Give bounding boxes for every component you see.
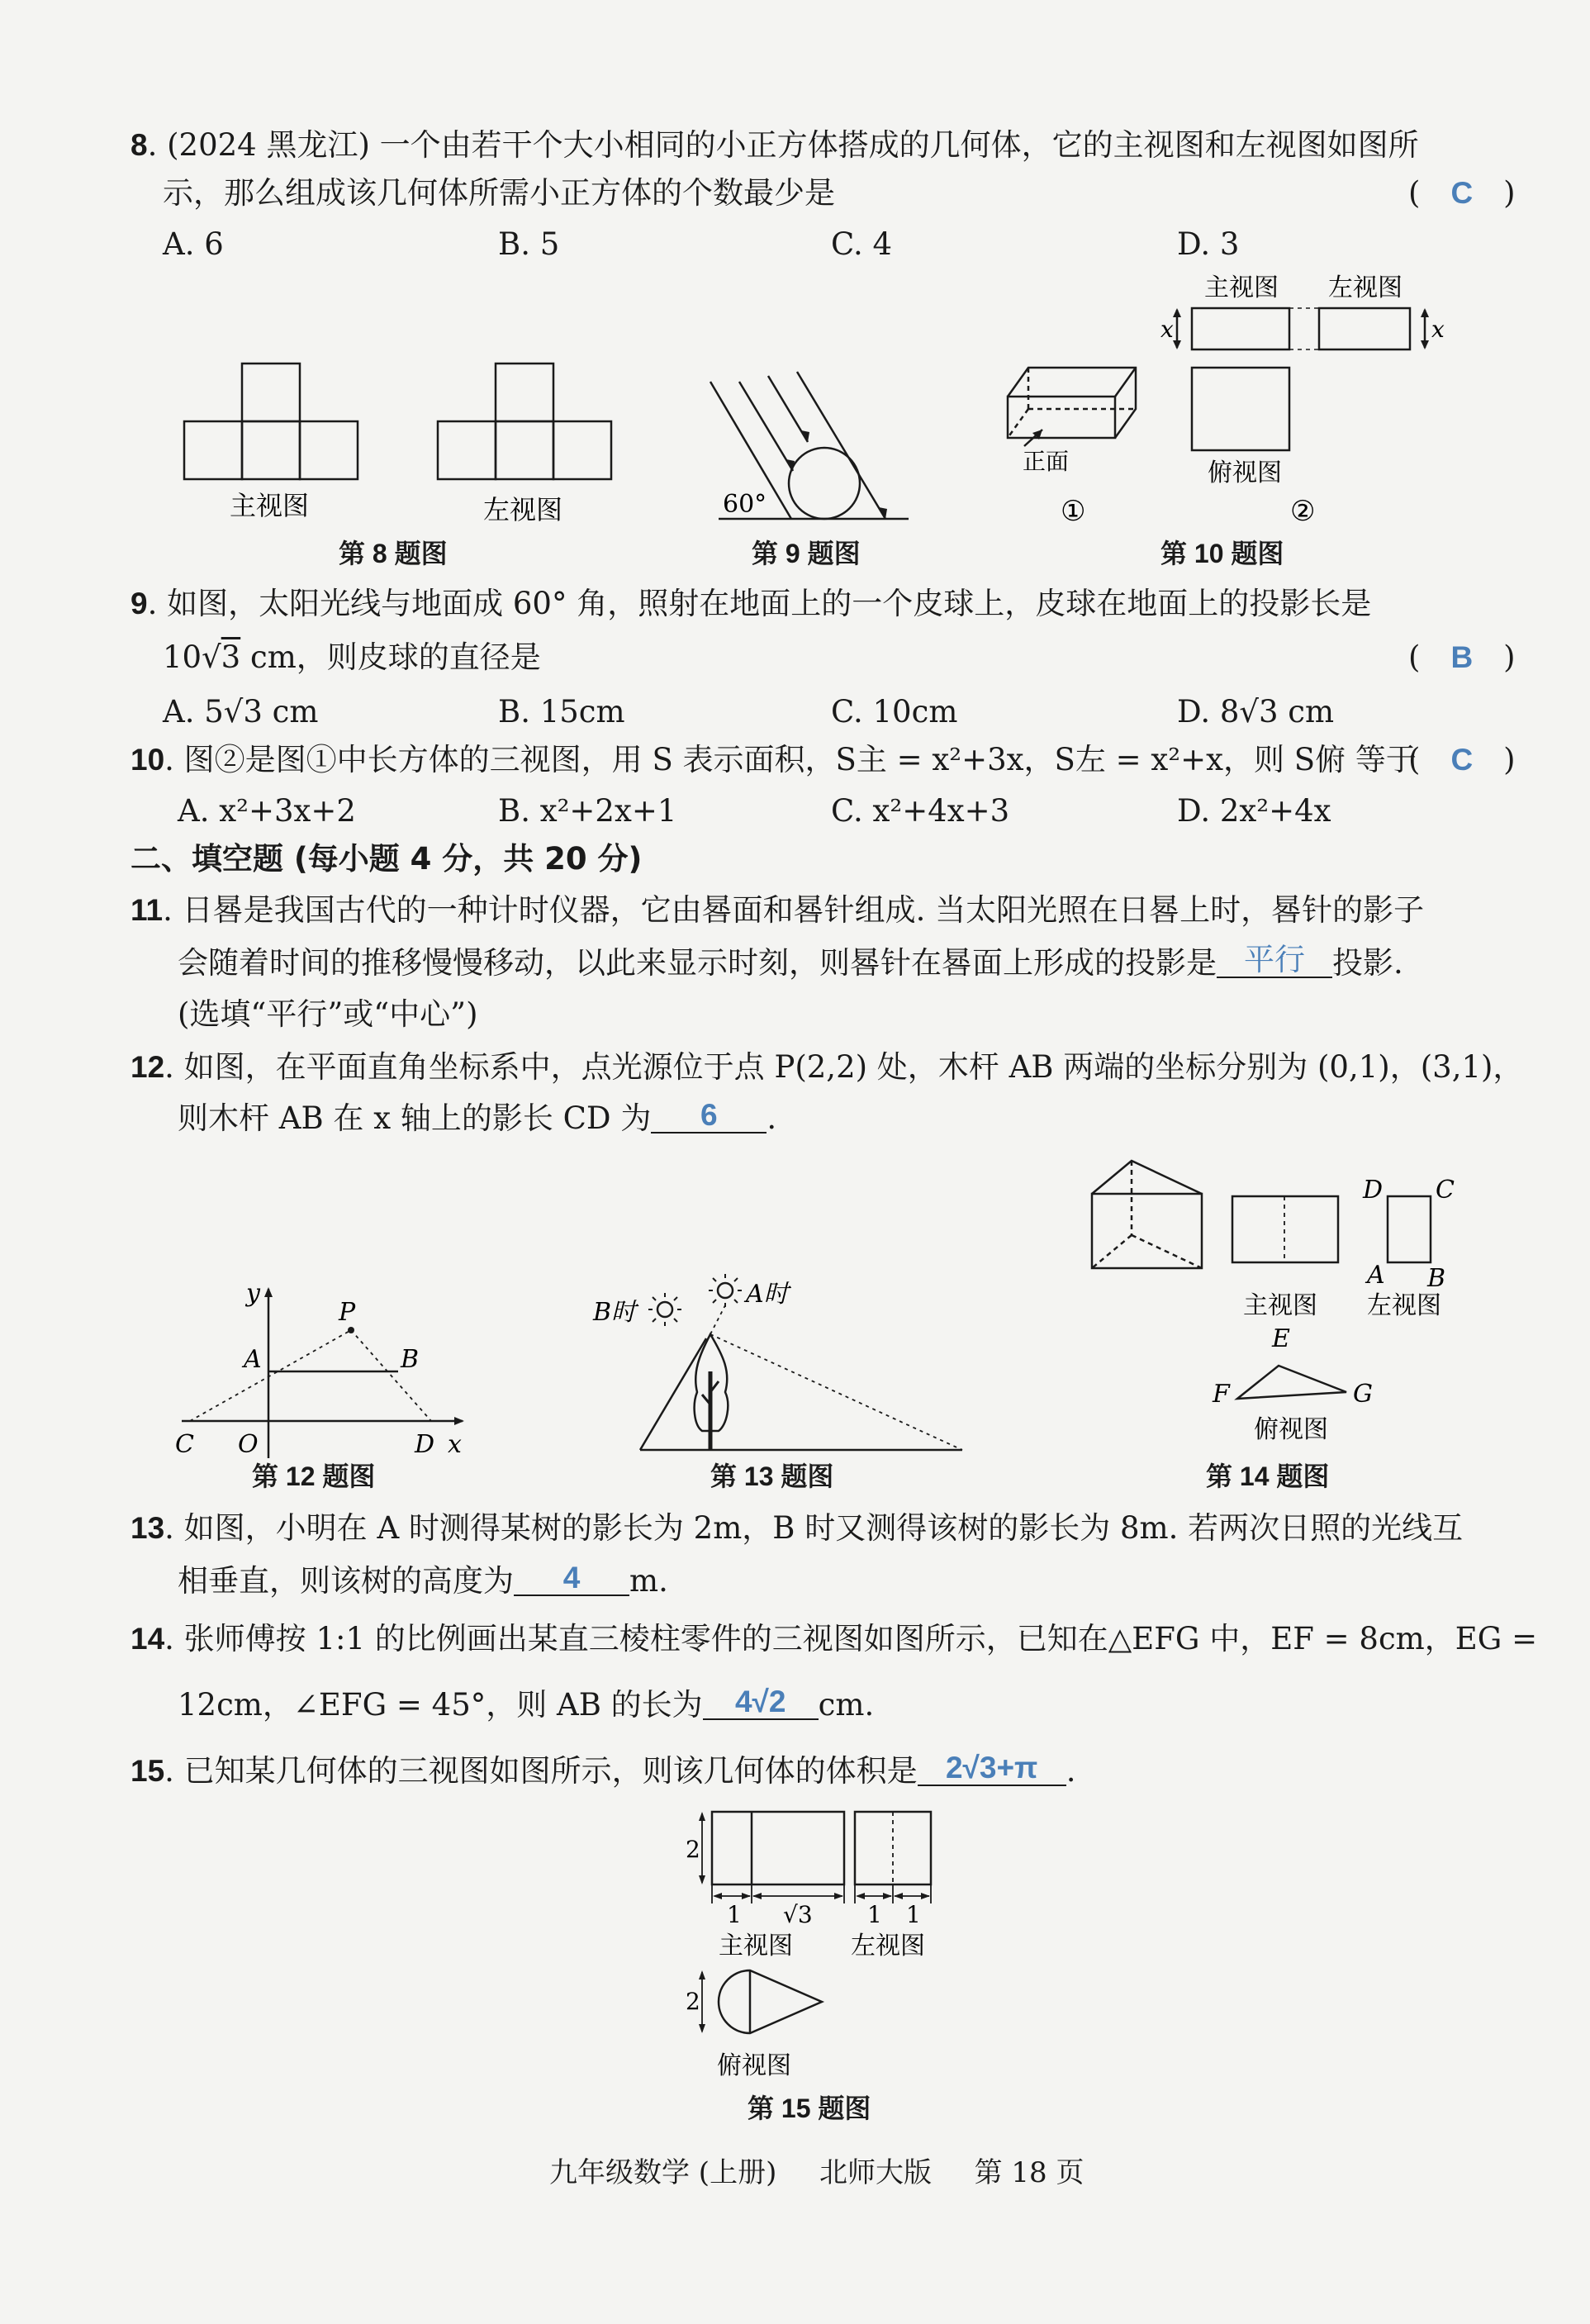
figure-12-caption: 第 12 题图 xyxy=(252,1461,376,1491)
label-front-face: 正面 xyxy=(1023,448,1070,475)
dim-left-1b: 1 xyxy=(906,1901,921,1928)
dim-width-1: 1 xyxy=(727,1901,742,1928)
answer-blank xyxy=(703,1685,819,1720)
point-d-label: D xyxy=(415,1430,435,1459)
point-a-label: A xyxy=(1367,1261,1385,1290)
origin-label: O xyxy=(238,1430,259,1459)
figure-10 xyxy=(991,264,1454,537)
question-number: 13 xyxy=(131,1511,165,1545)
question-text: . xyxy=(1066,1753,1076,1789)
var-x-left: x xyxy=(1160,316,1174,343)
question-11-line2 xyxy=(178,943,1403,983)
label-front-view: 主视图 xyxy=(1243,1291,1317,1320)
question-text: . 已知某几何体的三视图如图所示，则该几何体的体积是 xyxy=(164,1753,918,1789)
footer-grade: 九年级数学 (上册) xyxy=(549,2156,777,2189)
option-c: C. x²+4x+3 xyxy=(831,793,1010,829)
question-text: . 日晷是我国古代的一种计时仪器，它由晷面和晷针组成. 当太阳光照在日晷上时，晷针的影子 xyxy=(163,892,1425,928)
question-text: 示，那么组成该几何体所需小正方体的个数最少是 xyxy=(163,175,835,211)
answer-paren: ( C ) xyxy=(1408,175,1516,211)
question-12-line2 xyxy=(178,1099,776,1138)
answer-text: 4√2 xyxy=(734,1685,786,1718)
label-top-view: 俯视图 xyxy=(1208,459,1282,487)
figure-15 xyxy=(686,1801,958,2082)
time-b-label: B时 xyxy=(593,1298,637,1327)
question-text: . 如图，在平面直角坐标系中，点光源位于点 P(2,2) 处，木杆 AB 两端的坐标分别为 (0,1)，(3,1)， xyxy=(164,1049,1524,1085)
point-b-label: B xyxy=(401,1345,420,1374)
question-number: 14 xyxy=(131,1622,165,1656)
figure-14 xyxy=(1082,1152,1478,1462)
radicand: 3 xyxy=(221,639,241,675)
figure-13 xyxy=(586,1256,966,1458)
label-front-view: 主视图 xyxy=(719,1932,793,1960)
var-x-right: x xyxy=(1431,316,1445,343)
dim-width-root3: √3 xyxy=(783,1901,813,1928)
option-a: A. 6 xyxy=(163,226,224,262)
answer-blank xyxy=(651,1099,767,1133)
question-text: . 如图，太阳光线与地面成 60° 角，照射在地面上的一个皮球上，皮球在地面上的投影长是 xyxy=(147,586,1372,621)
axis-y-label: y xyxy=(246,1279,260,1308)
answer-choice: C xyxy=(1450,176,1474,210)
point-p-label: P xyxy=(339,1298,356,1327)
point-a-label: A xyxy=(244,1345,262,1374)
question-9-line2: 10√3 cm，则皮球的直径是 xyxy=(163,639,541,675)
point-b-label: B xyxy=(1427,1264,1446,1293)
point-c-label: C xyxy=(1436,1176,1455,1205)
question-text: 则木杆 AB 在 x 轴上的影长 CD 为 xyxy=(178,1100,652,1136)
dim-height-front: 2 xyxy=(686,1836,700,1863)
question-number: 8 xyxy=(131,128,148,162)
question-text: 10 xyxy=(163,639,202,675)
question-10 xyxy=(131,740,1417,780)
question-8-line2 xyxy=(163,173,835,213)
option-c: C. 4 xyxy=(831,226,893,262)
dim-height-top: 2 xyxy=(686,1988,700,2015)
answer-choice: B xyxy=(1450,640,1474,674)
question-number: 11 xyxy=(131,893,164,927)
question-text: . 张师傅按 1:1 的比例画出某直三棱柱零件的三视图如图所示，已知在△EFG 中，EF = 8cm，EG = xyxy=(164,1621,1538,1656)
footer-page-number: 第 18 页 xyxy=(974,2156,1085,2189)
option-a: A. x²+3x+2 xyxy=(178,793,356,829)
option-b: B. 15cm xyxy=(498,694,625,730)
question-13 xyxy=(131,1509,1463,1548)
option-c: C. 10cm xyxy=(831,694,958,730)
question-11-line3: (选填“平行”或“中心”) xyxy=(178,996,478,1032)
point-g-label: G xyxy=(1353,1380,1373,1409)
time-a-label: A时 xyxy=(746,1280,789,1309)
answer-text: 2√3+π xyxy=(945,1751,1038,1785)
point-f-label: F xyxy=(1213,1380,1230,1409)
option-d: D. 3 xyxy=(1177,226,1240,262)
label-top-view: 俯视图 xyxy=(717,2051,791,2080)
point-e-label: E xyxy=(1272,1324,1290,1353)
question-number: 15 xyxy=(131,1754,165,1788)
figure-14-caption: 第 14 题图 xyxy=(1206,1461,1330,1491)
answer-choice: C xyxy=(1450,743,1474,777)
axis-x-label: x xyxy=(448,1430,462,1459)
answer-text: 6 xyxy=(700,1098,718,1132)
option-a: A. 5√3 cm xyxy=(163,694,319,730)
figure-15-caption: 第 15 题图 xyxy=(748,2094,871,2123)
footer xyxy=(549,2155,1084,2191)
question-8 xyxy=(131,126,1419,165)
point-d-label: D xyxy=(1363,1176,1384,1205)
question-text: m. xyxy=(629,1563,668,1599)
label-left-view: 左视图 xyxy=(1367,1291,1441,1320)
answer-paren: ( C ) xyxy=(1408,742,1516,777)
answer-paren: ( B ) xyxy=(1408,639,1516,675)
footer-edition: 北师大版 xyxy=(819,2156,932,2189)
figure-8 xyxy=(165,347,628,537)
question-text: 相垂直，则该树的高度为 xyxy=(178,1563,514,1599)
label-top-view: 俯视图 xyxy=(1254,1415,1328,1444)
question-text: 12cm，∠EFG = 45°，则 AB 的长为 xyxy=(178,1687,703,1723)
figure-10-caption: 第 10 题图 xyxy=(1160,539,1284,568)
option-b: B. x²+2x+1 xyxy=(498,793,677,829)
question-number: 12 xyxy=(131,1050,165,1084)
answer-text: 4 xyxy=(562,1561,581,1594)
angle-label: 60° xyxy=(723,490,767,519)
question-text: 投影. xyxy=(1332,945,1403,981)
label-figure-1: ① xyxy=(1061,495,1086,528)
option-d: D. 8√3 cm xyxy=(1177,694,1335,730)
question-text: . (2024 黑龙江) 一个由若干个大小相同的小正方体搭成的几何体，它的主视图和左视图如图所 xyxy=(147,127,1419,163)
option-b: B. 5 xyxy=(498,226,560,262)
figure-8-caption: 第 8 题图 xyxy=(339,539,448,568)
question-14-line2 xyxy=(178,1685,874,1725)
figure-9-caption: 第 9 题图 xyxy=(752,539,861,568)
question-12 xyxy=(131,1048,1523,1087)
answer-blank xyxy=(514,1561,629,1596)
question-13-line2 xyxy=(178,1561,668,1601)
label-front-view: 主视图 xyxy=(1204,273,1279,302)
question-number: 9 xyxy=(131,587,148,620)
answer-blank xyxy=(918,1751,1066,1786)
answer-text: 平行 xyxy=(1244,942,1305,977)
question-number: 10 xyxy=(131,743,165,777)
question-text: 会随着时间的推移慢慢移动，以此来显示时刻，则晷针在晷面上形成的投影是 xyxy=(178,945,1217,981)
label-left-view: 左视图 xyxy=(851,1932,925,1960)
label-figure-2: ② xyxy=(1290,495,1316,528)
label-left-view: 左视图 xyxy=(483,494,563,525)
question-text: . 如图，小明在 A 时测得某树的影长为 2m，B 时又测得该树的影长为 8m. 若两次日照的光线互 xyxy=(164,1510,1464,1546)
question-14 xyxy=(131,1619,1537,1659)
label-front-view: 主视图 xyxy=(230,490,310,521)
figure-12 xyxy=(165,1272,479,1462)
question-11 xyxy=(131,891,1424,930)
point-c-label: C xyxy=(175,1430,194,1459)
figure-9 xyxy=(710,372,917,537)
question-text: cm. xyxy=(818,1687,875,1723)
option-d: D. 2x²+4x xyxy=(1177,793,1331,829)
question-text: cm，则皮球的直径是 xyxy=(240,639,541,675)
question-15 xyxy=(131,1751,1075,1791)
question-text: . 图②是图①中长方体的三视图，用 S 表示面积，S主 = x²+3x，S左 = x²+x，则 S俯 等于 xyxy=(164,742,1417,777)
question-9 xyxy=(131,584,1371,624)
answer-blank xyxy=(1217,943,1332,978)
question-text: . xyxy=(767,1100,777,1136)
dim-left-1a: 1 xyxy=(867,1901,882,1928)
label-left-view: 左视图 xyxy=(1328,273,1403,302)
figure-13-caption: 第 13 题图 xyxy=(710,1461,834,1491)
section-heading: 二、填空题 (每小题 4 分，共 20 分) xyxy=(131,841,643,877)
